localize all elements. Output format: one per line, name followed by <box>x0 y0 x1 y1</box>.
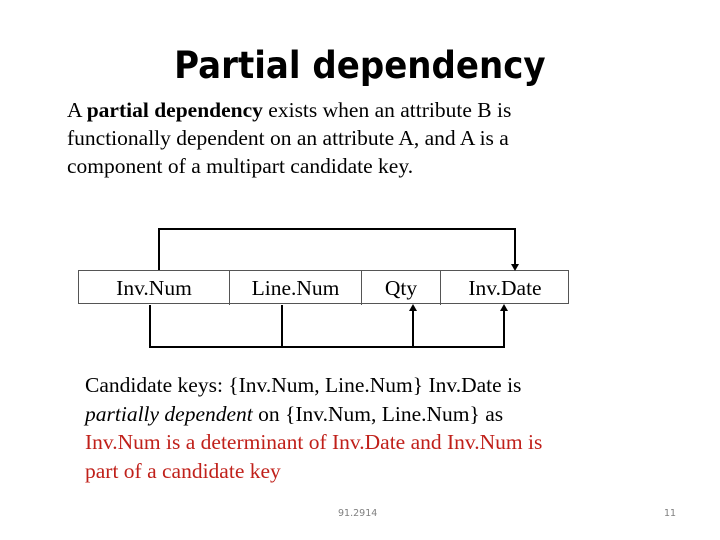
inv-date-arrowhead <box>500 304 508 311</box>
intro-rest-line1: exists when an attribute B is <box>262 98 512 122</box>
slide-title-text: Partial dependency <box>174 44 546 87</box>
slide-number: 11 <box>664 508 677 519</box>
explanation-paragraph <box>85 371 605 485</box>
intro-line3: component of a multipart candidate key. <box>67 154 414 178</box>
top-arrowhead <box>511 264 519 271</box>
note-red-line2: part of a candidate key <box>85 458 281 483</box>
column-qty: Qty <box>384 276 418 300</box>
column-inv-num: Inv.Num <box>116 276 192 300</box>
intro-bold-term: partial dependency <box>86 98 263 122</box>
note-line2-rest: on {Inv.Num, Line.Num} as <box>252 401 504 426</box>
top-dependency-connector <box>159 229 515 270</box>
intro-prefix: A <box>67 98 87 122</box>
top-dependency-line <box>159 229 515 270</box>
qty-arrowhead <box>409 304 417 311</box>
bottom-dependency-line <box>150 305 504 347</box>
footer-date: 91.2914 <box>338 508 378 519</box>
column-inv-date: Inv.Date <box>468 276 542 300</box>
column-line-num: Line.Num <box>251 276 340 300</box>
note-line1: Candidate keys: {Inv.Num, Line.Num} Inv.Date is <box>85 373 522 397</box>
bottom-dependency-connector <box>150 305 504 347</box>
note-italic-term: partially dependent <box>85 401 253 426</box>
note-red-line1: Inv.Num is a determinant of Inv.Date and Inv.Num is <box>85 430 543 454</box>
intro-line2: functionally dependent on an attribute A, and A is a <box>67 126 509 150</box>
